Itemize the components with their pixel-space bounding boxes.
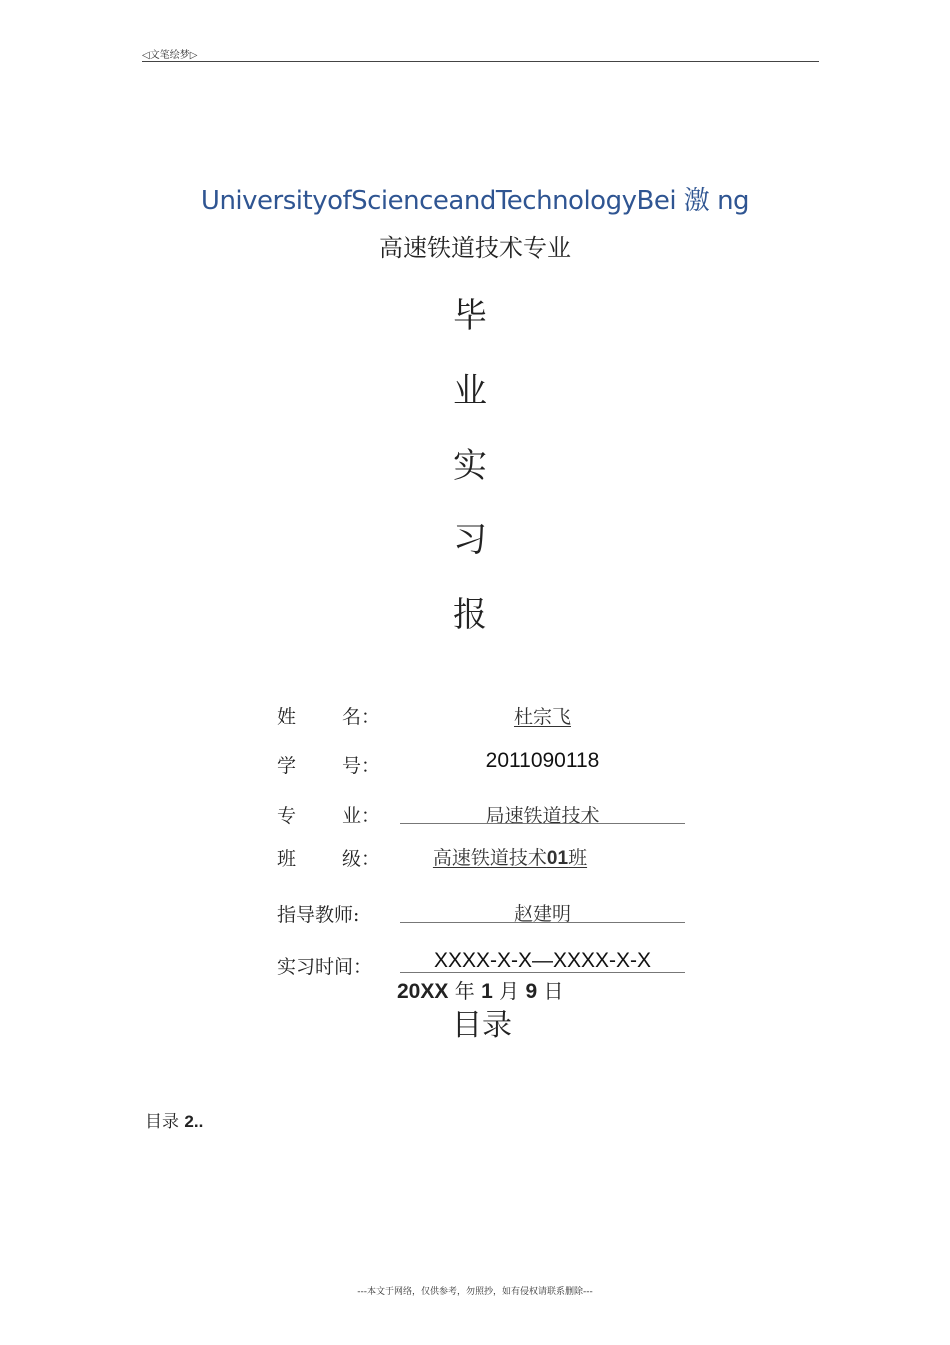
vertical-title-char: 毕 [453,296,487,336]
student-id-value: 2011090118 [485,749,600,772]
major-label: 专 业： [277,805,381,827]
period-label: 实习时间： [277,956,373,978]
class-label: 班 级： [277,848,381,870]
toc-title: 目录 [452,1008,512,1043]
vertical-title-char: 业 [453,371,487,411]
major-underline [400,823,685,824]
report-date: 20XX 年 1 月 9 日 [397,979,564,1003]
major-title: 高速铁道技术专业 [379,234,571,262]
student-id-label: 学 号： [277,755,381,777]
name-value: 杜宗飞 [513,706,571,728]
name-label: 姓 名： [277,706,381,728]
page-header-text: ◁文笔绘梦▷ [142,50,198,61]
advisor-underline [400,922,685,923]
vertical-title-char: 习 [453,520,487,560]
advisor-label: 指导教师: [277,904,360,926]
university-name: UniversityofScienceandTechnologyBei 激 ng [200,186,750,216]
class-value: 高速铁道技术01班 [432,847,588,869]
major-value: 局速铁道技术 [485,805,600,827]
page-footer-text: ---本文于网络，仅供参考，勿照抄，如有侵权请联系删除--- [357,1287,593,1297]
header-rule [142,61,819,62]
toc-entry: 目录 2.. [145,1112,204,1132]
advisor-value: 赵建明 [513,903,571,925]
vertical-title-char: 报 [453,595,487,635]
period-underline [400,972,685,973]
vertical-title-char: 实 [453,446,487,486]
period-value: XXXX-X-X—XXXX-X-X [433,949,652,972]
